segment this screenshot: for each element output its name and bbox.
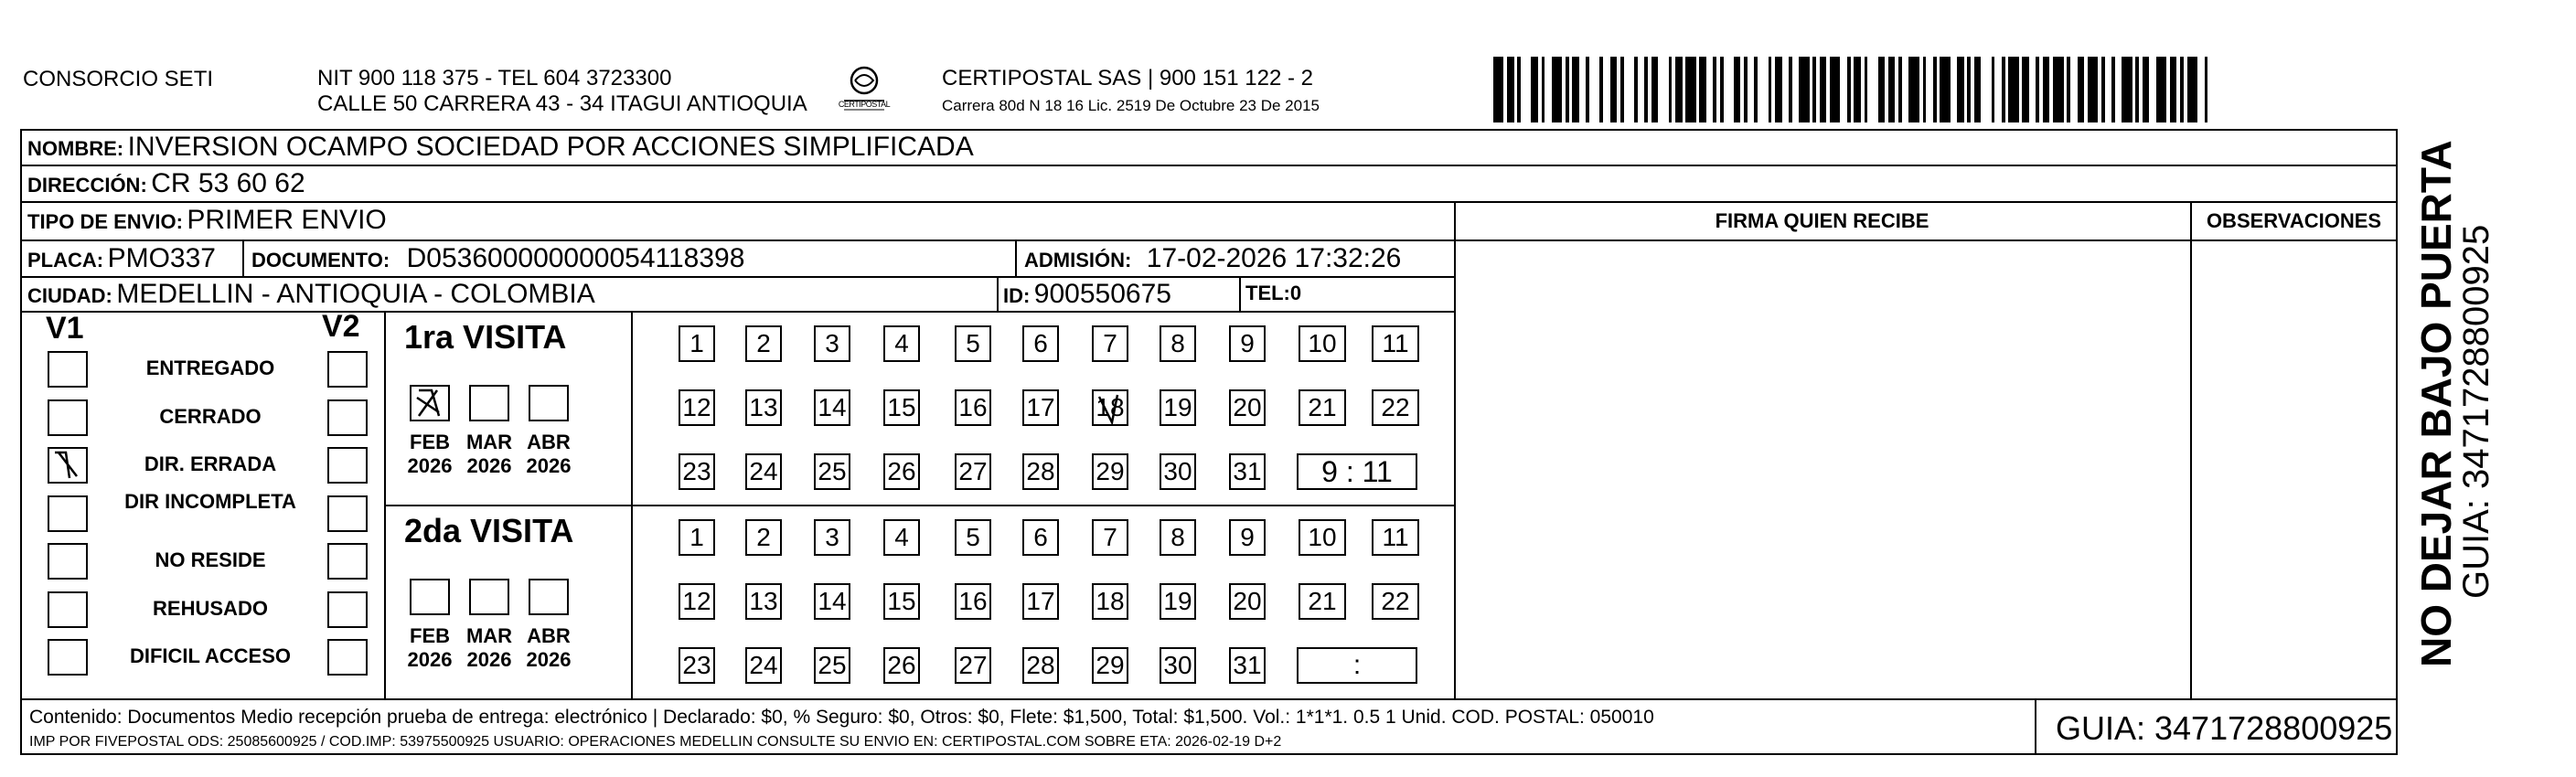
day-box[interactable]: 15 (883, 389, 920, 426)
visit-title: 1ra VISITA (404, 318, 567, 356)
month-year: 2026 (466, 454, 512, 478)
day-box[interactable]: 16 (955, 583, 991, 620)
v2-label: V2 (322, 309, 360, 344)
tel-field (1245, 283, 1301, 303)
status-option-label: CERRADO (159, 404, 262, 428)
nit-line: NIT 900 118 375 - TEL 604 3723300 (317, 66, 672, 90)
day-box[interactable]: 30 (1160, 453, 1196, 490)
day-box[interactable]: 2 (745, 325, 782, 362)
nombre-field (27, 133, 974, 161)
id-label: ID: (1003, 284, 1031, 307)
month-label (517, 431, 581, 479)
day-box[interactable]: 4 (883, 325, 920, 362)
certipostal-logo (828, 64, 901, 119)
day-box[interactable]: 14 (814, 389, 850, 426)
day-box[interactable]: 1 (679, 519, 715, 556)
day-box[interactable]: 6 (1022, 519, 1059, 556)
day-box[interactable]: 1 (679, 325, 715, 362)
month-year: 2026 (407, 648, 453, 672)
id-value: 900550675 (1033, 279, 1171, 309)
v2-checkbox[interactable] (327, 447, 368, 484)
day-box[interactable]: 19 (1160, 389, 1196, 426)
observaciones-header: OBSERVACIONES (2206, 209, 2382, 232)
day-box[interactable]: 27 (955, 453, 991, 490)
firma-area[interactable] (1458, 243, 2187, 696)
day-box[interactable]: 12 (679, 389, 715, 426)
admision-label: ADMISIÓN: (1024, 249, 1132, 271)
day-box[interactable]: 20 (1229, 583, 1266, 620)
day-box[interactable]: 8 (1160, 325, 1196, 362)
tipo-envio-label: TIPO DE ENVIO: (27, 210, 183, 233)
v2-checkbox[interactable] (327, 399, 368, 436)
logo-text: CERTIPOSTAL (838, 100, 891, 109)
placa-field (27, 245, 216, 272)
v2-checkbox[interactable] (327, 495, 368, 532)
tipo-envio-value: PRIMER ENVIO (187, 205, 387, 235)
contenido-text: Contenido: Documentos Medio recepción prueba de entrega: electrónico | Declarado: $0, % Seguro: $0, Otros: $0, Flete: $1,500, Total: $1,500. Vol.: 1*1*1. 0.5 1 Unid. COD. POSTAL: 050010 (29, 707, 1654, 728)
day-box[interactable]: 5 (955, 325, 991, 362)
month-year: 2026 (466, 648, 512, 672)
no-dejar-bajo-puerta: NO DEJAR BAJO PUERTA (2412, 140, 2460, 667)
month-label (457, 624, 521, 673)
day-box[interactable]: 28 (1022, 453, 1059, 490)
day-box[interactable]: 28 (1022, 647, 1059, 684)
documento-label: DOCUMENTO: (251, 249, 390, 271)
day-box[interactable]: 5 (955, 519, 991, 556)
direccion-label: DIRECCIÓN: (27, 174, 147, 197)
firma-header: FIRMA QUIEN RECIBE (1715, 209, 1929, 232)
day-box[interactable]: 2 (745, 519, 782, 556)
month-checkbox[interactable] (410, 579, 450, 615)
footer-guia: GUIA: 3471728800925 (2056, 709, 2393, 747)
day-box[interactable]: 3 (814, 325, 850, 362)
v1-label: V1 (46, 311, 84, 346)
status-option-label: REHUSADO (153, 596, 268, 620)
day-box[interactable]: 31 (1229, 647, 1266, 684)
day-box[interactable]: 3 (814, 519, 850, 556)
day-box[interactable]: 19 (1160, 583, 1196, 620)
placa-label: PLACA: (27, 249, 104, 271)
month-label (398, 431, 462, 479)
ciudad-value: MEDELLIN - ANTIOQUIA - COLOMBIA (116, 279, 595, 309)
check-mark-icon (1094, 391, 1130, 428)
direccion-value: CR 53 60 62 (151, 168, 305, 198)
placa-value: PMO337 (107, 243, 216, 273)
day-box[interactable]: 18 (1092, 583, 1128, 620)
day-box[interactable]: 13 (745, 389, 782, 426)
day-box[interactable]: 24 (745, 453, 782, 490)
month-checkbox[interactable] (529, 579, 569, 615)
day-box[interactable]: 24 (745, 647, 782, 684)
month-checkbox[interactable] (529, 385, 569, 421)
month-checkbox[interactable] (410, 385, 450, 421)
status-option-label: DIFICIL ACCESO (129, 644, 291, 667)
month-name: FEB (410, 431, 450, 453)
month-name: ABR (527, 624, 571, 647)
day-box[interactable]: 21 (1299, 583, 1346, 620)
day-box[interactable]: 29 (1092, 453, 1128, 490)
ciudad-label: CIUDAD: (27, 284, 112, 307)
check-mark-icon (49, 449, 86, 482)
day-box[interactable]: 23 (679, 453, 715, 490)
day-box[interactable]: 13 (745, 583, 782, 620)
month-checkbox[interactable] (469, 385, 509, 421)
v2-checkbox[interactable] (327, 351, 368, 388)
day-box[interactable]: 20 (1229, 389, 1266, 426)
tipo-envio-field (27, 207, 387, 234)
day-box[interactable]: 21 (1299, 389, 1346, 426)
nombre-label: NOMBRE: (27, 137, 124, 160)
address-line: CALLE 50 CARRERA 43 - 34 ITAGUI ANTIOQUIA (317, 91, 807, 116)
day-box[interactable]: 27 (955, 647, 991, 684)
month-name: FEB (410, 624, 450, 647)
day-box[interactable]: 31 (1229, 453, 1266, 490)
visit-title: 2da VISITA (404, 512, 574, 549)
day-box[interactable]: 22 (1372, 389, 1419, 426)
day-box[interactable]: 15 (883, 583, 920, 620)
admision-field (1024, 245, 1401, 272)
v2-checkbox[interactable] (327, 639, 368, 676)
month-year: 2026 (526, 454, 572, 478)
day-box[interactable]: 30 (1160, 647, 1196, 684)
day-box[interactable]: 4 (883, 519, 920, 556)
documento-value: D053600000000054118398 (406, 243, 745, 273)
time-box[interactable]: 9 : 11 (1297, 453, 1417, 490)
ciudad-field (27, 281, 595, 308)
v2-checkbox[interactable] (327, 543, 368, 580)
day-box[interactable]: 8 (1160, 519, 1196, 556)
status-option-label: NO RESIDE (155, 548, 266, 571)
day-box[interactable]: 23 (679, 647, 715, 684)
day-box[interactable]: 7 (1092, 519, 1128, 556)
day-box[interactable]: 11 (1372, 325, 1419, 362)
tel-label: TEL: (1245, 282, 1290, 304)
month-name: MAR (465, 624, 513, 647)
month-name: MAR (465, 431, 513, 453)
day-box[interactable]: 16 (955, 389, 991, 426)
day-box[interactable]: 25 (814, 647, 850, 684)
day-box[interactable]: 10 (1299, 519, 1346, 556)
day-box[interactable]: 11 (1372, 519, 1419, 556)
id-field (1003, 281, 1171, 308)
certipostal-line2: Carrera 80d N 18 16 Lic. 2519 De Octubre 23 De 2015 (942, 97, 1320, 114)
day-box[interactable]: 18 (1092, 389, 1128, 426)
status-option-label: ENTREGADO (145, 357, 275, 379)
day-box[interactable]: 26 (883, 453, 920, 490)
day-box[interactable]: 10 (1299, 325, 1346, 362)
certipostal-line1: CERTIPOSTAL SAS | 900 151 122 - 2 (942, 66, 1313, 90)
day-box[interactable]: 12 (679, 583, 715, 620)
imp-text: IMP POR FIVEPOSTAL ODS: 25085600925 / COD.IMP: 53975500925 USUARIO: OPERACIONES MEDELLIN CONSULTE SU ENVIO EN: CERTIPOSTAL.COM SOBRE ETA: 2026-02-19 D+2 (29, 734, 1282, 750)
month-label (517, 624, 581, 673)
day-box[interactable]: 25 (814, 453, 850, 490)
day-box[interactable]: 9 (1229, 325, 1266, 362)
check-mark-icon (412, 387, 448, 420)
status-option-label: DIR. ERRADA (144, 452, 277, 475)
day-box[interactable]: 14 (814, 583, 850, 620)
month-checkbox[interactable] (469, 579, 509, 615)
month-label (457, 431, 521, 479)
tel-value: 0 (1289, 282, 1302, 304)
admision-value: 17-02-2026 17:32:26 (1146, 243, 1402, 273)
day-box[interactable]: 22 (1372, 583, 1419, 620)
side-guia: GUIA: 3471728800925 (2456, 224, 2496, 599)
observaciones-area[interactable] (2194, 243, 2395, 696)
day-box[interactable]: 7 (1092, 325, 1128, 362)
time-box[interactable]: : (1297, 647, 1417, 684)
company-name: CONSORCIO SETI (23, 67, 214, 91)
v2-checkbox[interactable] (327, 591, 368, 628)
month-label (398, 624, 462, 673)
month-name: ABR (527, 431, 571, 453)
day-box[interactable]: 17 (1022, 389, 1059, 426)
barcode (1493, 57, 2216, 122)
day-box[interactable]: 26 (883, 647, 920, 684)
status-option-label: DIR INCOMPLETA (124, 489, 296, 513)
documento-field (251, 245, 744, 272)
day-box[interactable]: 6 (1022, 325, 1059, 362)
nombre-value: INVERSION OCAMPO SOCIEDAD POR ACCIONES SIMPLIFICADA (127, 132, 974, 162)
month-year: 2026 (526, 648, 572, 672)
day-box[interactable]: 9 (1229, 519, 1266, 556)
day-box[interactable]: 17 (1022, 583, 1059, 620)
day-box[interactable]: 29 (1092, 647, 1128, 684)
month-year: 2026 (407, 454, 453, 478)
direccion-field (27, 170, 305, 197)
